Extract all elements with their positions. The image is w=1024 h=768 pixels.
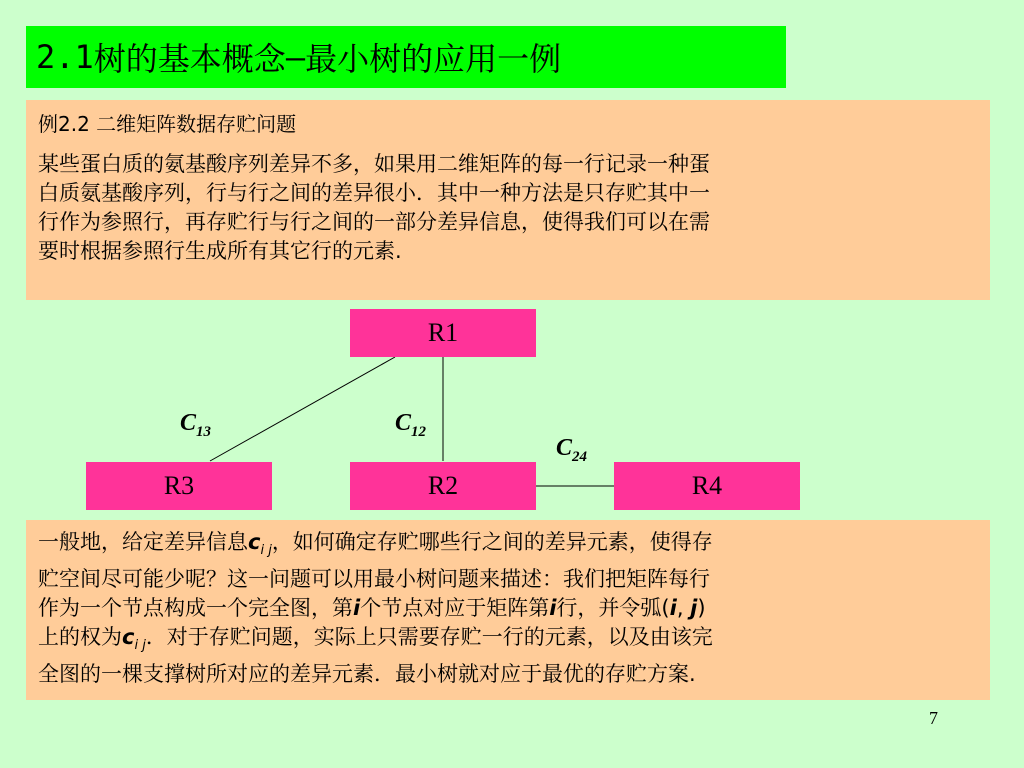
page-number: 7 <box>929 708 938 728</box>
explanation-line: 贮空间尽可能少呢？这一问题可以用最小树问题来描述：我们把矩阵每行 <box>38 567 710 591</box>
node-r1: R1 <box>350 309 536 357</box>
node-r3: R3 <box>86 462 272 510</box>
example-text-line: 行作为参照行，再存贮行与行之间的一部分差异信息，使得我们可以在需 <box>38 210 710 234</box>
edge-label-c24: $C_{24}$ <box>556 435 588 465</box>
example-text-line: 白质氨基酸序列，行与行之间的差异很小．其中一种方法是只存贮其中一 <box>38 181 710 205</box>
title-dash: – <box>285 38 306 76</box>
edge-label-c13: $C_{13}$ <box>180 410 212 440</box>
explanation-line: 作为一个节点构成一个完全图，第i个节点对应于矩阵第i行，并令弧(i, j) <box>38 596 706 620</box>
edge-label-c12: $C_{12}$ <box>395 410 427 440</box>
explanation-line: 全图的一棵支撑树所对应的差异元素．最小树就对应于最优的存贮方案. <box>38 662 696 686</box>
node-r2: R2 <box>350 462 536 510</box>
title-subtitle: 最小树的应用一例 <box>305 40 562 78</box>
edge-r1-r3 <box>210 357 395 461</box>
example-text-line: 某些蛋白质的氨基酸序列差异不多，如果用二维矩阵的每一行记录一种蛋 <box>38 152 710 176</box>
node-r4: R4 <box>614 462 800 510</box>
explanation-line: 上的权为$c_{i j}$．对于存贮问题，实际上只需要存贮一行的元素，以及由该完 <box>38 625 713 653</box>
example-heading: 例2.2 二维矩阵数据存贮问题 <box>38 112 297 136</box>
explanation-box <box>26 520 990 700</box>
title-number: 2.1 <box>36 38 94 76</box>
title-main: 树的基本概念 <box>93 40 286 78</box>
explanation-line: 一般地，给定差异信息$c_{i j}$，如何确定存贮哪些行之间的差异元素，使得存 <box>38 530 713 558</box>
example-text-line: 要时根据参照行生成所有其它行的元素. <box>38 239 402 263</box>
